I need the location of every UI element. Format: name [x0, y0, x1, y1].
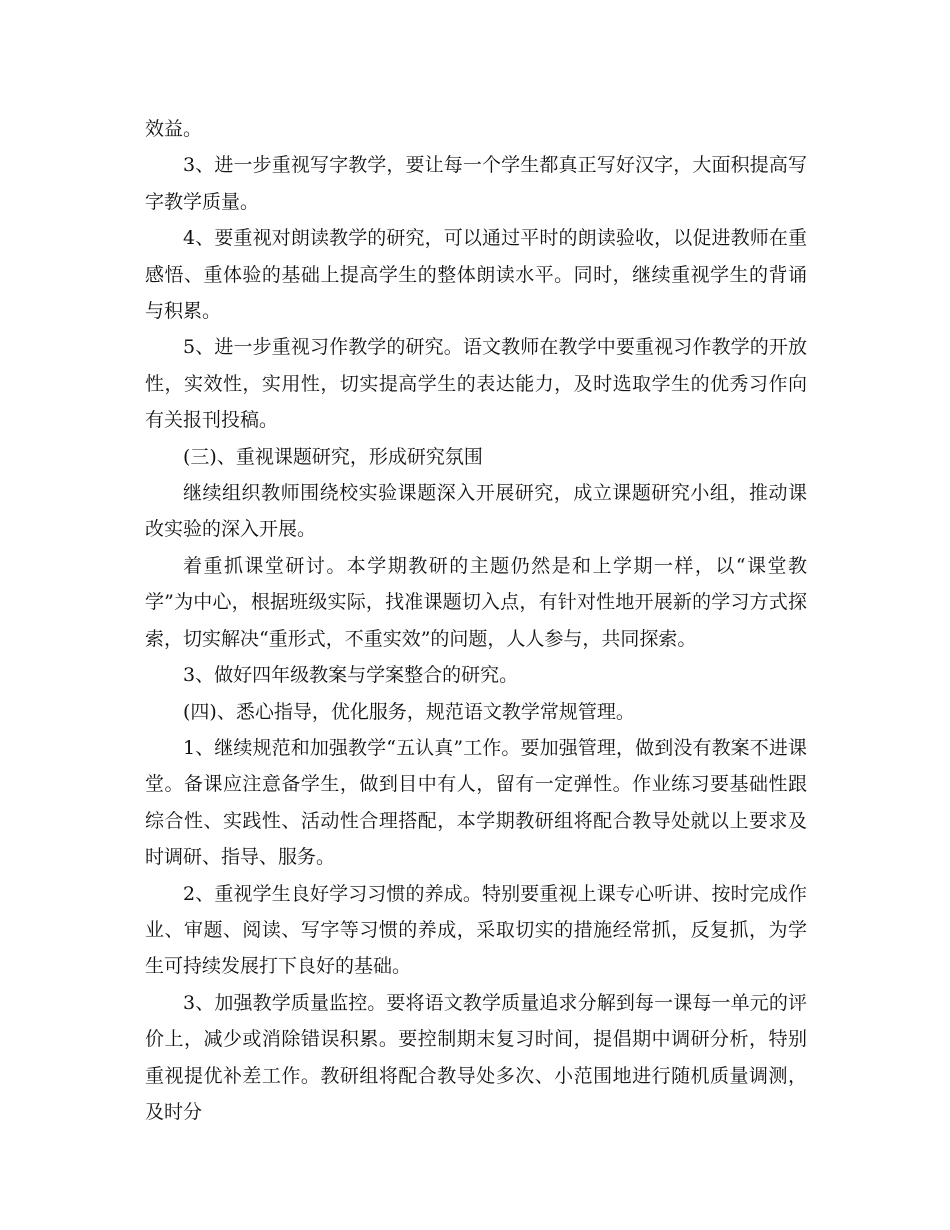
- paragraph-item-1-five-earnest: 1、继续规范和加强教学“五认真”工作。要加强管理，做到没有教案不进课堂。备课应注意备学生，做到目中有人，留有一定弹性。作业练习要基础性跟综合性、实践性、活动性合理搭配，本学期教研组将配合教导处就以上要求及时调研、指导、服务。: [145, 736, 807, 869]
- paragraph-item-4-reading: 4、要重视对朗读教学的研究，可以通过平时的朗读验收，以促进教师在重感悟、重体验的基础上提高学生的整体朗读水平。同时，继续重视学生的背诵与积累。: [145, 227, 807, 323]
- paragraph-item-2-study-habits: 2、重视学生良好学习习惯的养成。特别要重视上课专心听讲、按时完成作业、审题、阅读、写字等习惯的养成，采取切实的措施经常抓，反复抓，为学生可持续发展打下良好的基础。: [145, 882, 807, 978]
- paragraph-continuation: 效益。: [145, 118, 203, 140]
- section-heading-4: (四)、悉心指导，优化服务，规范语文教学常规管理。: [183, 700, 635, 723]
- document-body: [145, 111, 807, 1130]
- paragraph-item-5-composition: 5、进一步重视习作教学的研究。语文教师在教学中要重视习作教学的开放性，实效性，实用性，切实提高学生的表达能力，及时选取学生的优秀习作向有关报刊投稿。: [145, 336, 807, 432]
- paragraph-research-groups: 继续组织教师围绕校实验课题深入开展研究，成立课题研究小组，推动课改实验的深入开展。: [145, 482, 807, 541]
- paragraph-item-3-writing: 3、进一步重视写字教学，要让每一个学生都真正写好汉字，大面积提高写字教学质量。: [145, 154, 807, 213]
- paragraph-item-3-quality-monitoring: 3、加强教学质量监控。要将语文教学质量追求分解到每一课每一单元的评价上，减少或消除错误积累。要控制期末复习时间，提倡期中调研分析，特别重视提优补差工作。教研组将配合教导处多次、小范围地进行随机质量调测，及时分: [145, 991, 807, 1123]
- paragraph-item-3-lesson-plans: 3、做好四年级教案与学案整合的研究。: [183, 664, 519, 687]
- section-heading-3: (三)、重视课题研究，形成研究氛围: [183, 445, 483, 468]
- paragraph-classroom-research: 着重抓课堂研讨。本学期教研的主题仍然是和上学期一样，以“课堂教学”为中心，根据班级实际，找准课题切入点，有针对性地开展新的学习方式探索，切实解决“重形式，不重实效”的问题，人人参与，共同探索。: [145, 554, 807, 650]
